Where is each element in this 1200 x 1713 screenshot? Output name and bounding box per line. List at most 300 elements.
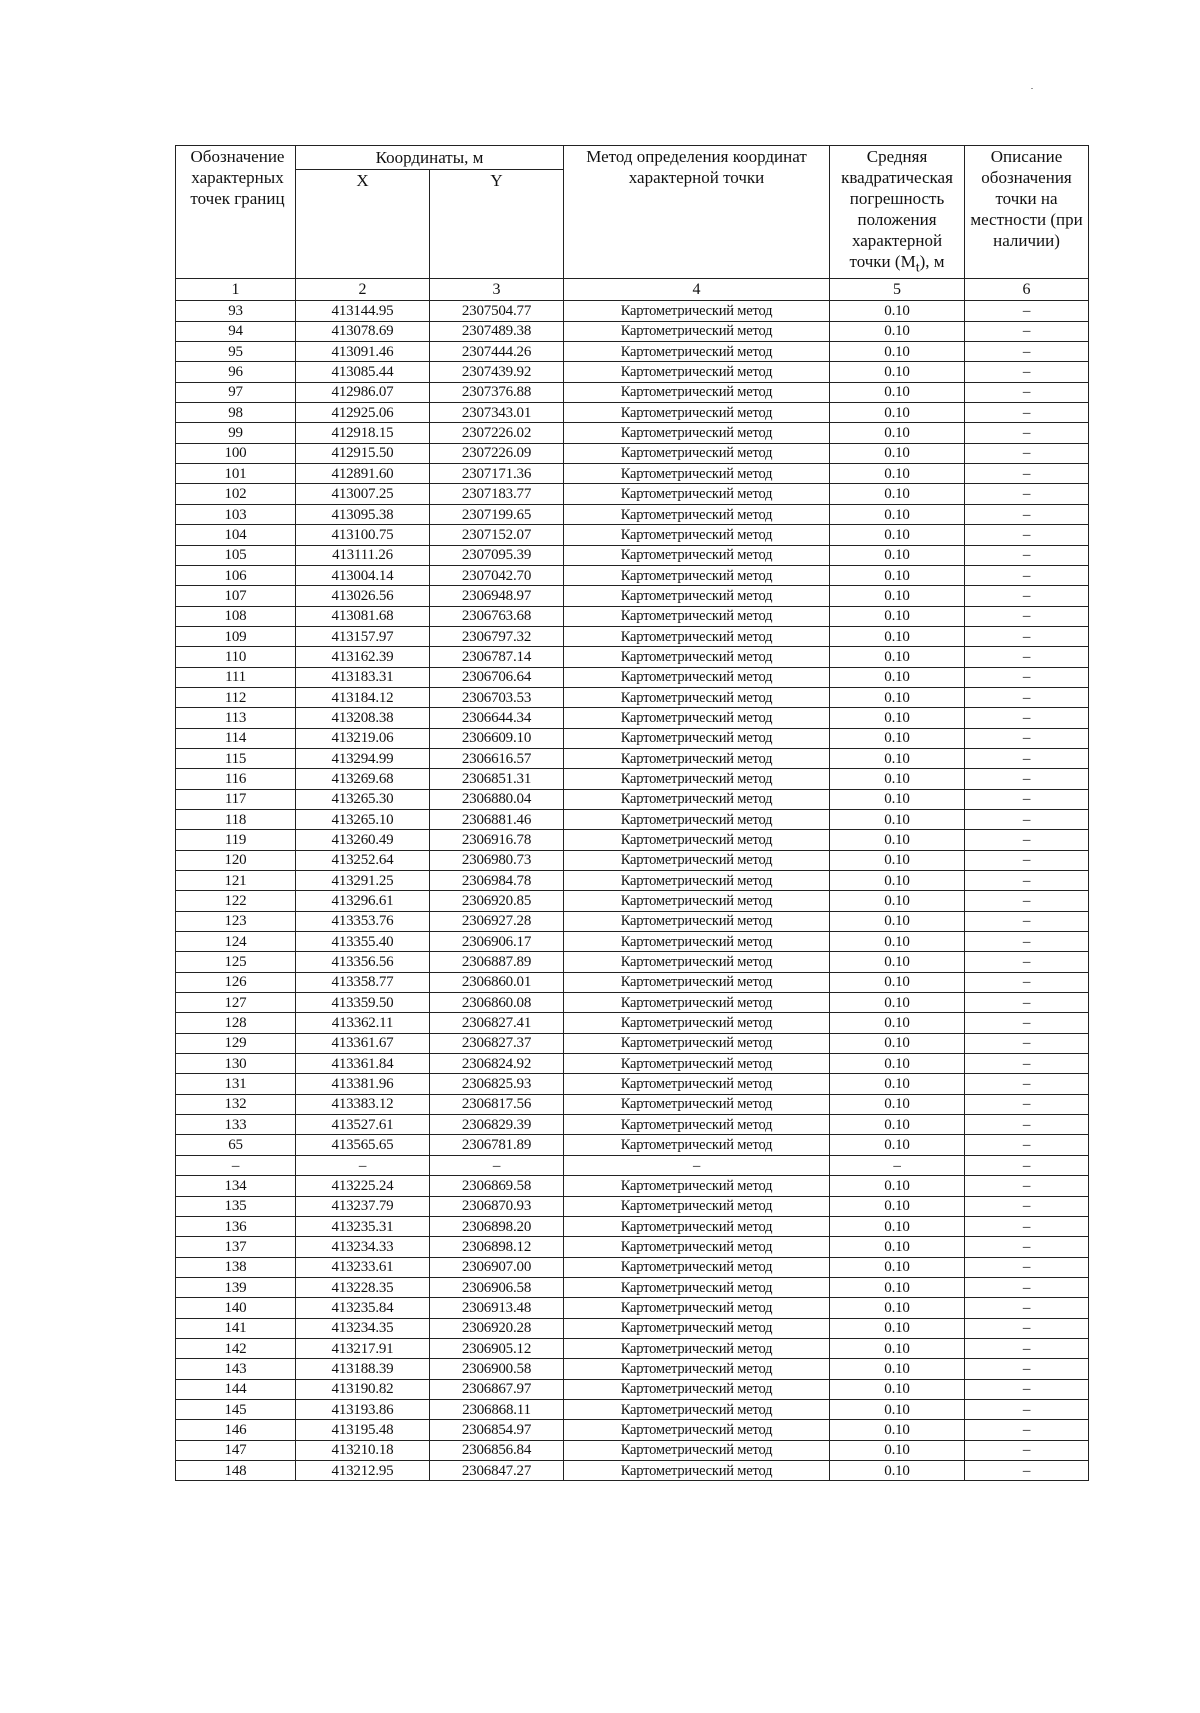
method-cell: Картометрический метод xyxy=(564,932,830,952)
table-row xyxy=(176,708,1089,728)
description-cell: – xyxy=(965,484,1089,504)
accuracy-cell: – xyxy=(830,1155,965,1175)
point-id-cell: 93 xyxy=(176,301,296,321)
y-coordinate-cell: 2306916.78 xyxy=(430,830,564,850)
accuracy-cell: 0.10 xyxy=(830,565,965,585)
method-cell: – xyxy=(564,1155,830,1175)
description-cell: – xyxy=(965,1216,1089,1236)
y-coordinate-cell: 2307489.38 xyxy=(430,321,564,341)
point-id-cell: 130 xyxy=(176,1054,296,1074)
accuracy-cell: 0.10 xyxy=(830,1399,965,1419)
accuracy-cell: 0.10 xyxy=(830,504,965,524)
table-row xyxy=(176,586,1089,606)
x-coordinate-cell: 413219.06 xyxy=(296,728,430,748)
y-coordinate-cell: 2307439.92 xyxy=(430,362,564,382)
y-coordinate-cell: 2306984.78 xyxy=(430,871,564,891)
method-cell: Картометрический метод xyxy=(564,626,830,646)
description-cell: – xyxy=(965,830,1089,850)
table-row xyxy=(176,1318,1089,1338)
description-cell: – xyxy=(965,789,1089,809)
description-cell: – xyxy=(965,403,1089,423)
accuracy-cell: 0.10 xyxy=(830,728,965,748)
accuracy-cell: 0.10 xyxy=(830,647,965,667)
point-id-cell: 137 xyxy=(176,1237,296,1257)
x-coordinate-cell: 413225.24 xyxy=(296,1176,430,1196)
x-coordinate-cell: 413081.68 xyxy=(296,606,430,626)
point-id-cell: 100 xyxy=(176,443,296,463)
x-coordinate-cell: 413234.35 xyxy=(296,1318,430,1338)
y-coordinate-cell: 2306860.01 xyxy=(430,972,564,992)
header-num-4: 4 xyxy=(564,279,830,301)
table-row xyxy=(176,484,1089,504)
table-row xyxy=(176,1237,1089,1257)
table-row xyxy=(176,891,1089,911)
method-cell: Картометрический метод xyxy=(564,565,830,585)
table-row xyxy=(176,403,1089,423)
y-coordinate-cell: 2306887.89 xyxy=(430,952,564,972)
method-cell: Картометрический метод xyxy=(564,1420,830,1440)
x-coordinate-cell: 413228.35 xyxy=(296,1277,430,1297)
coordinates-table xyxy=(175,145,1089,1481)
table-row xyxy=(176,647,1089,667)
point-id-cell: 141 xyxy=(176,1318,296,1338)
accuracy-cell: 0.10 xyxy=(830,382,965,402)
method-cell: Картометрический метод xyxy=(564,1216,830,1236)
y-coordinate-cell: 2306787.14 xyxy=(430,647,564,667)
y-coordinate-cell: 2306854.97 xyxy=(430,1420,564,1440)
table-row xyxy=(176,1257,1089,1277)
y-coordinate-cell: 2306829.39 xyxy=(430,1115,564,1135)
accuracy-cell: 0.10 xyxy=(830,911,965,931)
method-cell: Картометрический метод xyxy=(564,1379,830,1399)
method-cell: Картометрический метод xyxy=(564,1298,830,1318)
y-coordinate-cell: 2306880.04 xyxy=(430,789,564,809)
method-cell: Картометрический метод xyxy=(564,952,830,972)
x-coordinate-cell: 413100.75 xyxy=(296,525,430,545)
x-coordinate-cell: 412891.60 xyxy=(296,464,430,484)
point-id-cell: 125 xyxy=(176,952,296,972)
accuracy-cell: 0.10 xyxy=(830,972,965,992)
table-row xyxy=(176,301,1089,321)
method-cell: Картометрический метод xyxy=(564,871,830,891)
accuracy-cell: 0.10 xyxy=(830,1216,965,1236)
description-cell: – xyxy=(965,1074,1089,1094)
point-id-cell: 123 xyxy=(176,911,296,931)
point-id-cell: 110 xyxy=(176,647,296,667)
description-cell: – xyxy=(965,301,1089,321)
table-body xyxy=(176,301,1089,1481)
description-cell: – xyxy=(965,687,1089,707)
y-coordinate-cell: 2306817.56 xyxy=(430,1094,564,1114)
y-coordinate-cell: 2307183.77 xyxy=(430,484,564,504)
x-coordinate-cell: 413193.86 xyxy=(296,1399,430,1419)
header-accuracy-tail: ), м xyxy=(919,252,945,271)
accuracy-cell: 0.10 xyxy=(830,1196,965,1216)
description-cell: – xyxy=(965,626,1089,646)
y-coordinate-cell: 2307199.65 xyxy=(430,504,564,524)
method-cell: Картометрический метод xyxy=(564,830,830,850)
description-cell: – xyxy=(965,850,1089,870)
description-cell: – xyxy=(965,1460,1089,1480)
point-id-cell: 146 xyxy=(176,1420,296,1440)
accuracy-cell: 0.10 xyxy=(830,545,965,565)
method-cell: Картометрический метод xyxy=(564,809,830,829)
point-id-cell: 135 xyxy=(176,1196,296,1216)
header-description: Описание обозначения точки на местности (при наличии) xyxy=(965,146,1089,279)
x-coordinate-cell: 413217.91 xyxy=(296,1338,430,1358)
header-y: Y xyxy=(430,170,564,279)
table-row xyxy=(176,1196,1089,1216)
point-id-cell: 117 xyxy=(176,789,296,809)
y-coordinate-cell: 2306797.32 xyxy=(430,626,564,646)
y-coordinate-cell: 2306881.46 xyxy=(430,809,564,829)
x-coordinate-cell: 413294.99 xyxy=(296,748,430,768)
method-cell: Картометрический метод xyxy=(564,1359,830,1379)
description-cell: – xyxy=(965,545,1089,565)
accuracy-cell: 0.10 xyxy=(830,586,965,606)
description-cell: – xyxy=(965,1135,1089,1155)
table-row xyxy=(176,932,1089,952)
point-id-cell: – xyxy=(176,1155,296,1175)
accuracy-cell: 0.10 xyxy=(830,1277,965,1297)
x-coordinate-cell: 413026.56 xyxy=(296,586,430,606)
point-id-cell: 109 xyxy=(176,626,296,646)
table-row xyxy=(176,850,1089,870)
header-num-2: 2 xyxy=(296,279,430,301)
x-coordinate-cell: 413195.48 xyxy=(296,1420,430,1440)
header-method: Метод определения координат характерной точки xyxy=(564,146,830,279)
table-row xyxy=(176,525,1089,545)
y-coordinate-cell: 2306913.48 xyxy=(430,1298,564,1318)
point-id-cell: 143 xyxy=(176,1359,296,1379)
point-id-cell: 136 xyxy=(176,1216,296,1236)
description-cell: – xyxy=(965,1399,1089,1419)
description-cell: – xyxy=(965,1094,1089,1114)
header-point-designation: Обозначение характерных точек границ xyxy=(176,146,296,279)
table-row xyxy=(176,1298,1089,1318)
point-id-cell: 134 xyxy=(176,1176,296,1196)
method-cell: Картометрический метод xyxy=(564,1338,830,1358)
x-coordinate-cell: 413358.77 xyxy=(296,972,430,992)
table-row xyxy=(176,1013,1089,1033)
accuracy-cell: 0.10 xyxy=(830,606,965,626)
x-coordinate-cell: 412986.07 xyxy=(296,382,430,402)
table-row xyxy=(176,362,1089,382)
x-coordinate-cell: 413091.46 xyxy=(296,342,430,362)
point-id-cell: 94 xyxy=(176,321,296,341)
x-coordinate-cell: 412918.15 xyxy=(296,423,430,443)
point-id-cell: 121 xyxy=(176,871,296,891)
description-cell: – xyxy=(965,871,1089,891)
y-coordinate-cell: 2306920.28 xyxy=(430,1318,564,1338)
method-cell: Картометрический метод xyxy=(564,1074,830,1094)
x-coordinate-cell: 413162.39 xyxy=(296,647,430,667)
description-cell: – xyxy=(965,1196,1089,1216)
x-coordinate-cell: 413359.50 xyxy=(296,993,430,1013)
method-cell: Картометрический метод xyxy=(564,789,830,809)
y-coordinate-cell: 2306763.68 xyxy=(430,606,564,626)
header-accuracy-sub: t xyxy=(915,259,920,276)
table-row xyxy=(176,687,1089,707)
point-id-cell: 96 xyxy=(176,362,296,382)
table-row xyxy=(176,830,1089,850)
point-id-cell: 101 xyxy=(176,464,296,484)
x-coordinate-cell: 413237.79 xyxy=(296,1196,430,1216)
table-row xyxy=(176,769,1089,789)
x-coordinate-cell: 413260.49 xyxy=(296,830,430,850)
point-id-cell: 108 xyxy=(176,606,296,626)
description-cell: – xyxy=(965,952,1089,972)
method-cell: Картометрический метод xyxy=(564,1237,830,1257)
method-cell: Картометрический метод xyxy=(564,586,830,606)
accuracy-cell: 0.10 xyxy=(830,1359,965,1379)
accuracy-cell: 0.10 xyxy=(830,789,965,809)
x-coordinate-cell: 413234.33 xyxy=(296,1237,430,1257)
description-cell: – xyxy=(965,1440,1089,1460)
description-cell: – xyxy=(965,1257,1089,1277)
table-row xyxy=(176,1399,1089,1419)
x-coordinate-cell: 413565.65 xyxy=(296,1135,430,1155)
accuracy-cell: 0.10 xyxy=(830,769,965,789)
x-coordinate-cell: 413235.31 xyxy=(296,1216,430,1236)
x-coordinate-cell: 413007.25 xyxy=(296,484,430,504)
description-cell: – xyxy=(965,464,1089,484)
point-id-cell: 124 xyxy=(176,932,296,952)
x-coordinate-cell: 413265.10 xyxy=(296,809,430,829)
method-cell: Картометрический метод xyxy=(564,769,830,789)
method-cell: Картометрический метод xyxy=(564,321,830,341)
point-id-cell: 148 xyxy=(176,1460,296,1480)
x-coordinate-cell: 412925.06 xyxy=(296,403,430,423)
description-cell: – xyxy=(965,1155,1089,1175)
accuracy-cell: 0.10 xyxy=(830,932,965,952)
y-coordinate-cell: 2306869.58 xyxy=(430,1176,564,1196)
description-cell: – xyxy=(965,382,1089,402)
accuracy-cell: 0.10 xyxy=(830,1135,965,1155)
accuracy-cell: 0.10 xyxy=(830,1237,965,1257)
description-cell: – xyxy=(965,1115,1089,1135)
table-row xyxy=(176,1440,1089,1460)
accuracy-cell: 0.10 xyxy=(830,1460,965,1480)
x-coordinate-cell: – xyxy=(296,1155,430,1175)
header-accuracy-text: Средняя квадратическая погрешность положения характерной точки (M xyxy=(841,147,953,271)
point-id-cell: 139 xyxy=(176,1277,296,1297)
method-cell: Картометрический метод xyxy=(564,911,830,931)
point-id-cell: 116 xyxy=(176,769,296,789)
table-row xyxy=(176,321,1089,341)
x-coordinate-cell: 413190.82 xyxy=(296,1379,430,1399)
table-row xyxy=(176,667,1089,687)
method-cell: Картометрический метод xyxy=(564,647,830,667)
description-cell: – xyxy=(965,932,1089,952)
x-coordinate-cell: 413144.95 xyxy=(296,301,430,321)
header-coordinates: Координаты, м xyxy=(296,146,564,170)
x-coordinate-cell: 413157.97 xyxy=(296,626,430,646)
method-cell: Картометрический метод xyxy=(564,464,830,484)
point-id-cell: 145 xyxy=(176,1399,296,1419)
point-id-cell: 115 xyxy=(176,748,296,768)
point-id-cell: 105 xyxy=(176,545,296,565)
point-id-cell: 114 xyxy=(176,728,296,748)
description-cell: – xyxy=(965,565,1089,585)
y-coordinate-cell: 2307504.77 xyxy=(430,301,564,321)
method-cell: Картометрический метод xyxy=(564,1318,830,1338)
description-cell: – xyxy=(965,667,1089,687)
header-num-1: 1 xyxy=(176,279,296,301)
description-cell: – xyxy=(965,1298,1089,1318)
y-coordinate-cell: 2306907.00 xyxy=(430,1257,564,1277)
table-row xyxy=(176,809,1089,829)
table-row xyxy=(176,1115,1089,1135)
x-coordinate-cell: 413233.61 xyxy=(296,1257,430,1277)
method-cell: Картометрический метод xyxy=(564,687,830,707)
description-cell: – xyxy=(965,809,1089,829)
table-row xyxy=(176,443,1089,463)
y-coordinate-cell: 2306980.73 xyxy=(430,850,564,870)
accuracy-cell: 0.10 xyxy=(830,1033,965,1053)
table-row xyxy=(176,1033,1089,1053)
accuracy-cell: 0.10 xyxy=(830,891,965,911)
table-row xyxy=(176,1054,1089,1074)
y-coordinate-cell: – xyxy=(430,1155,564,1175)
description-cell: – xyxy=(965,443,1089,463)
description-cell: – xyxy=(965,911,1089,931)
y-coordinate-cell: 2307343.01 xyxy=(430,403,564,423)
table-row xyxy=(176,626,1089,646)
table-row xyxy=(176,1155,1089,1175)
table-row xyxy=(176,1379,1089,1399)
y-coordinate-cell: 2306898.20 xyxy=(430,1216,564,1236)
accuracy-cell: 0.10 xyxy=(830,321,965,341)
point-id-cell: 111 xyxy=(176,667,296,687)
y-coordinate-cell: 2306856.84 xyxy=(430,1440,564,1460)
point-id-cell: 147 xyxy=(176,1440,296,1460)
y-coordinate-cell: 2307226.09 xyxy=(430,443,564,463)
description-cell: – xyxy=(965,748,1089,768)
point-id-cell: 112 xyxy=(176,687,296,707)
header-accuracy xyxy=(830,146,965,279)
point-id-cell: 140 xyxy=(176,1298,296,1318)
point-id-cell: 119 xyxy=(176,830,296,850)
description-cell: – xyxy=(965,1277,1089,1297)
accuracy-cell: 0.10 xyxy=(830,443,965,463)
method-cell: Картометрический метод xyxy=(564,748,830,768)
x-coordinate-cell: 413296.61 xyxy=(296,891,430,911)
y-coordinate-cell: 2306825.93 xyxy=(430,1074,564,1094)
accuracy-cell: 0.10 xyxy=(830,1094,965,1114)
method-cell: Картометрический метод xyxy=(564,484,830,504)
method-cell: Картометрический метод xyxy=(564,423,830,443)
point-id-cell: 65 xyxy=(176,1135,296,1155)
y-coordinate-cell: 2306868.11 xyxy=(430,1399,564,1419)
x-coordinate-cell: 413085.44 xyxy=(296,362,430,382)
table-row xyxy=(176,1074,1089,1094)
accuracy-cell: 0.10 xyxy=(830,626,965,646)
description-cell: – xyxy=(965,1054,1089,1074)
accuracy-cell: 0.10 xyxy=(830,525,965,545)
accuracy-cell: 0.10 xyxy=(830,1257,965,1277)
y-coordinate-cell: 2306906.58 xyxy=(430,1277,564,1297)
table-row xyxy=(176,1135,1089,1155)
accuracy-cell: 0.10 xyxy=(830,1440,965,1460)
y-coordinate-cell: 2307152.07 xyxy=(430,525,564,545)
method-cell: Картометрический метод xyxy=(564,850,830,870)
accuracy-cell: 0.10 xyxy=(830,748,965,768)
method-cell: Картометрический метод xyxy=(564,972,830,992)
point-id-cell: 131 xyxy=(176,1074,296,1094)
x-coordinate-cell: 413188.39 xyxy=(296,1359,430,1379)
accuracy-cell: 0.10 xyxy=(830,1013,965,1033)
description-cell: – xyxy=(965,1420,1089,1440)
description-cell: – xyxy=(965,1013,1089,1033)
y-coordinate-cell: 2307376.88 xyxy=(430,382,564,402)
description-cell: – xyxy=(965,647,1089,667)
y-coordinate-cell: 2306827.37 xyxy=(430,1033,564,1053)
point-id-cell: 144 xyxy=(176,1379,296,1399)
description-cell: – xyxy=(965,728,1089,748)
method-cell: Картометрический метод xyxy=(564,301,830,321)
point-id-cell: 138 xyxy=(176,1257,296,1277)
table-row xyxy=(176,606,1089,626)
table-row xyxy=(176,565,1089,585)
description-cell: – xyxy=(965,504,1089,524)
method-cell: Картометрический метод xyxy=(564,1460,830,1480)
point-id-cell: 133 xyxy=(176,1115,296,1135)
description-cell: – xyxy=(965,1176,1089,1196)
description-cell: – xyxy=(965,1033,1089,1053)
accuracy-cell: 0.10 xyxy=(830,484,965,504)
method-cell: Картометрический метод xyxy=(564,1277,830,1297)
point-id-cell: 102 xyxy=(176,484,296,504)
method-cell: Картометрический метод xyxy=(564,708,830,728)
y-coordinate-cell: 2306898.12 xyxy=(430,1237,564,1257)
description-cell: – xyxy=(965,708,1089,728)
y-coordinate-cell: 2306827.41 xyxy=(430,1013,564,1033)
point-id-cell: 97 xyxy=(176,382,296,402)
description-cell: – xyxy=(965,993,1089,1013)
method-cell: Картометрический метод xyxy=(564,382,830,402)
description-cell: – xyxy=(965,423,1089,443)
accuracy-cell: 0.10 xyxy=(830,952,965,972)
accuracy-cell: 0.10 xyxy=(830,301,965,321)
table-row xyxy=(176,1277,1089,1297)
point-id-cell: 98 xyxy=(176,403,296,423)
description-cell: – xyxy=(965,1318,1089,1338)
x-coordinate-cell: 413252.64 xyxy=(296,850,430,870)
description-cell: – xyxy=(965,1338,1089,1358)
y-coordinate-cell: 2307444.26 xyxy=(430,342,564,362)
table-row xyxy=(176,748,1089,768)
table-row xyxy=(176,1176,1089,1196)
point-id-cell: 104 xyxy=(176,525,296,545)
accuracy-cell: 0.10 xyxy=(830,403,965,423)
accuracy-cell: 0.10 xyxy=(830,423,965,443)
accuracy-cell: 0.10 xyxy=(830,362,965,382)
method-cell: Картометрический метод xyxy=(564,525,830,545)
x-coordinate-cell: 413208.38 xyxy=(296,708,430,728)
description-cell: – xyxy=(965,972,1089,992)
method-cell: Картометрический метод xyxy=(564,342,830,362)
table-row xyxy=(176,728,1089,748)
point-id-cell: 129 xyxy=(176,1033,296,1053)
x-coordinate-cell: 413355.40 xyxy=(296,932,430,952)
table-row xyxy=(176,871,1089,891)
description-cell: – xyxy=(965,342,1089,362)
accuracy-cell: 0.10 xyxy=(830,1298,965,1318)
x-coordinate-cell: 413381.96 xyxy=(296,1074,430,1094)
method-cell: Картометрический метод xyxy=(564,1399,830,1419)
scan-speck xyxy=(1031,88,1033,89)
